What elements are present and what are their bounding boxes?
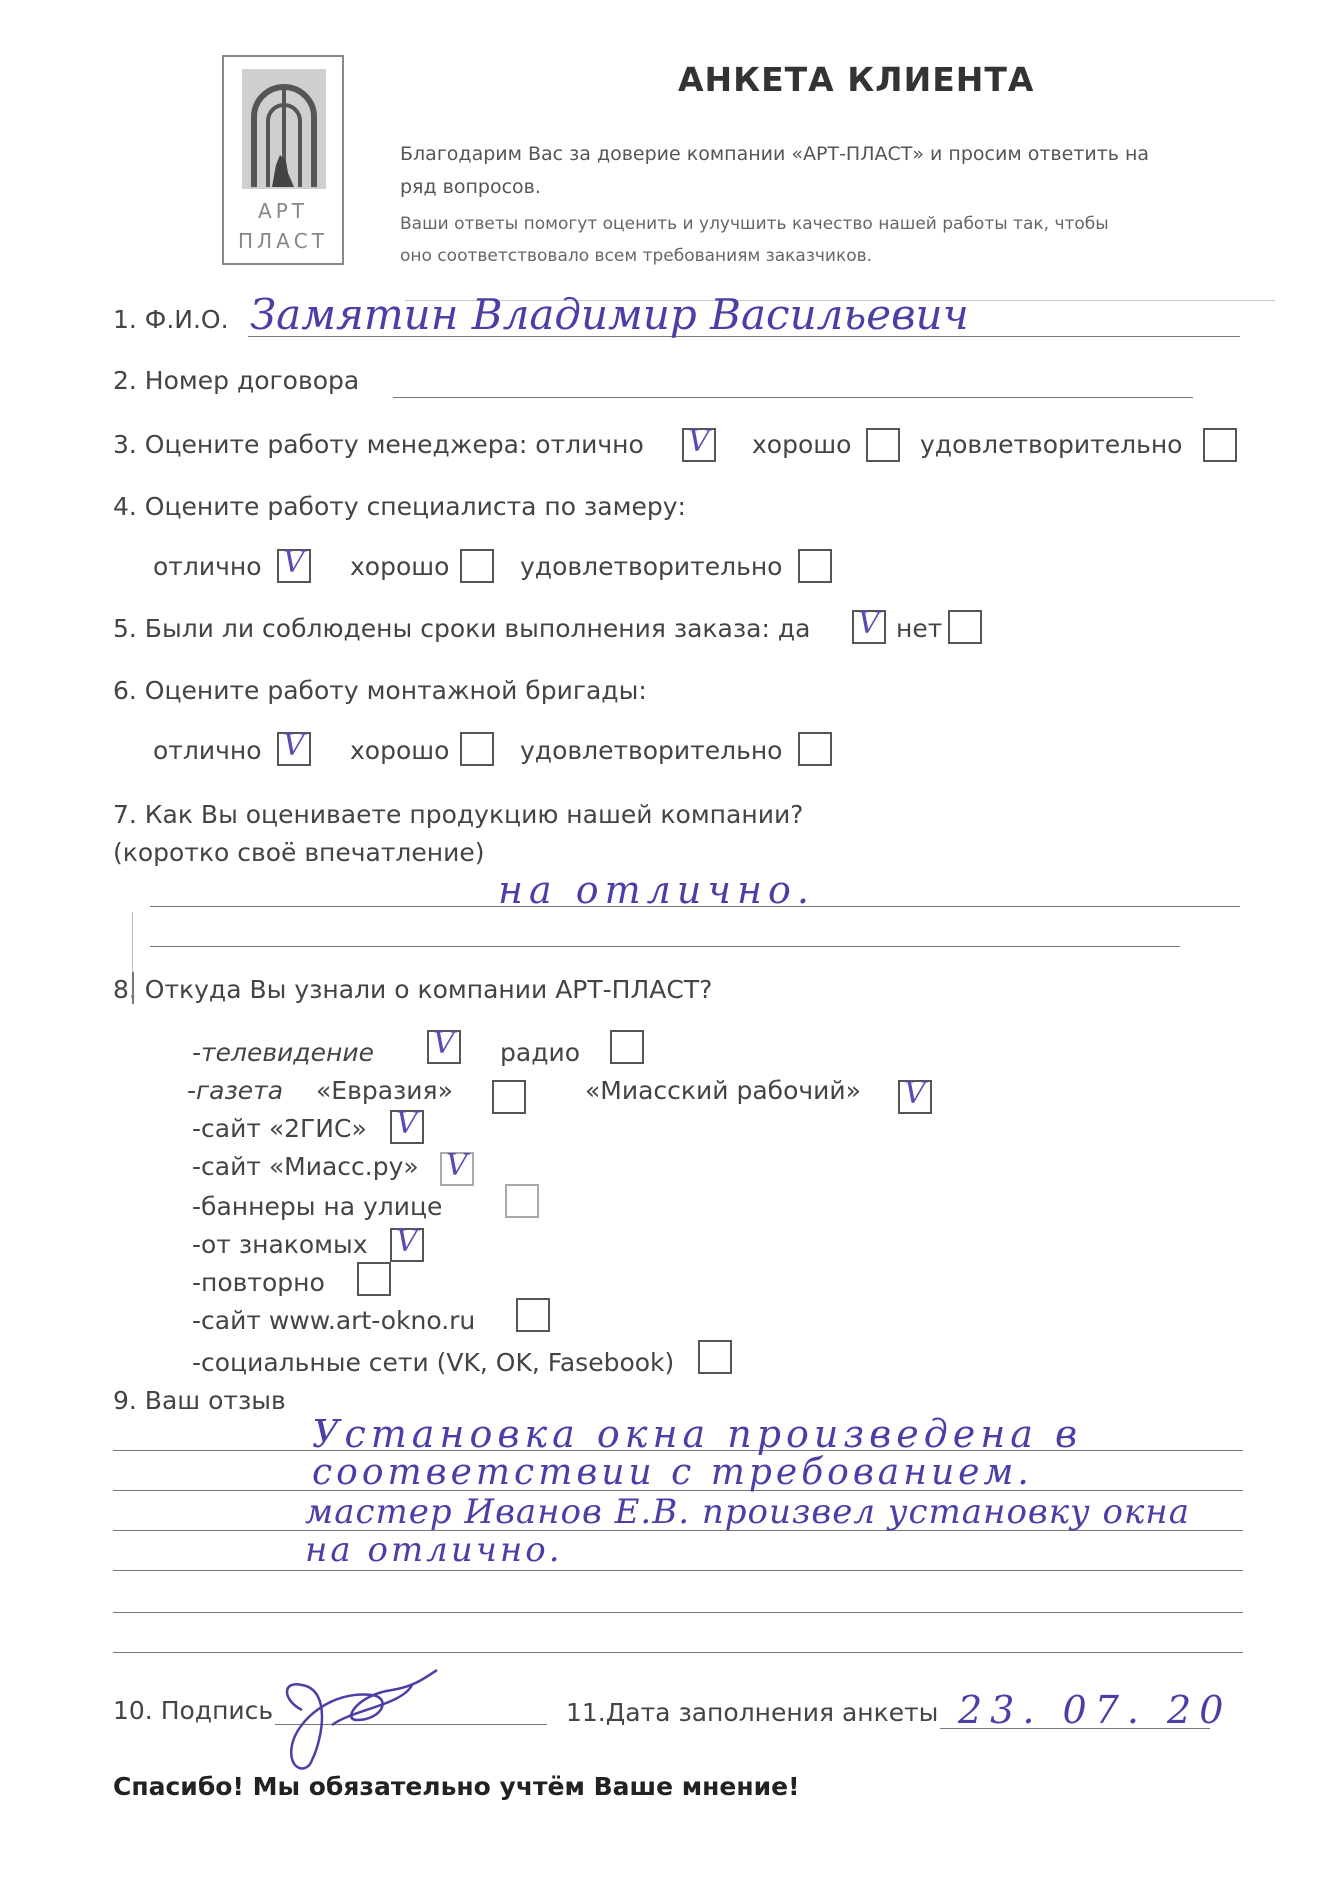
q4-good-label: хорошо [350,552,450,581]
q8-site-artokno-checkbox[interactable] [516,1298,550,1332]
form-title: АНКЕТА КЛИЕНТА [678,60,1035,99]
q11-label: 11.Дата заполнения анкеты [566,1698,939,1727]
q1-label: 1. Ф.И.О. [113,305,229,334]
q8-site-miass-label: -сайт «Миасс.ру» [192,1152,419,1181]
q9-line-4 [113,1570,1243,1571]
checkmark-icon: V [446,1148,468,1183]
q1-fio-answer[interactable]: Замятин Владимир Васильевич [250,290,969,339]
checkmark-icon: V [283,545,305,580]
q2-label: 2. Номер договора [113,366,360,395]
logo-text-plast: ПЛАСТ [238,229,328,253]
q6-satisfactory-checkbox[interactable] [798,732,832,766]
q5-no-checkbox[interactable] [948,610,982,644]
q6-good-checkbox[interactable] [460,732,494,766]
checkmark-icon: V [283,728,305,763]
q2-contract-number-field[interactable] [393,397,1193,398]
q8-social-label: -социальные сети (VK, OK, Fasebook) [192,1348,675,1377]
q9-label: 9. Ваш отзыв [113,1386,286,1415]
intro-line-2: ряд вопросов. [400,176,541,198]
q8-repeat-checkbox[interactable] [357,1262,391,1296]
q6-excellent-checkbox[interactable] [277,728,311,766]
q8-evrazia-label: «Евразия» [316,1076,453,1105]
q9-line-5 [113,1612,1243,1613]
q8-label: 8. Откуда Вы узнали о компании АРТ-ПЛАСТ? [113,975,713,1004]
intro-line-3: Ваши ответы помогут оценить и улучшить качество нашей работы так, чтобы [400,214,1109,234]
intro-line-4: оно соответствовало всем требованиям заказчиков. [400,246,873,266]
q4-satisfactory-label: удовлетворительно [520,552,783,581]
q3-satisfactory-checkbox[interactable] [1203,428,1237,462]
logo-text-art: АРТ [258,199,308,223]
q10-label: 10. Подпись [113,1696,274,1725]
checkmark-icon: V [433,1026,455,1061]
q8-banners-label: -баннеры на улице [192,1192,443,1221]
q11-date-answer[interactable]: 23. 07. 20 [958,1688,1232,1732]
q9-review-line-1[interactable]: Установка окна произведена в [312,1412,1083,1456]
q4-excellent-checkbox[interactable] [277,545,311,583]
q8-social-checkbox[interactable] [698,1340,732,1374]
q4-excellent-label: отлично [153,552,262,581]
q6-good-label: хорошо [350,736,450,765]
q9-review-line-4[interactable]: на отлично. [305,1530,563,1570]
q8-miass-worker-checkbox[interactable] [898,1076,932,1114]
q3-satisfactory-label: удовлетворительно [920,430,1183,459]
q8-radio-label: радио [500,1038,581,1067]
q8-tv-checkbox[interactable] [427,1026,461,1064]
q5-no-label: нет [896,614,943,643]
checkmark-icon: V [396,1224,418,1259]
q6-label: 6. Оцените работу монтажной бригады: [113,676,647,705]
q8-margin-line [132,972,134,1004]
checkmark-icon: V [904,1076,926,1111]
q7-answer-line-2 [150,946,1180,947]
q8-site-2gis-checkbox[interactable] [390,1106,424,1144]
q8-evrazia-checkbox[interactable] [492,1080,526,1114]
q9-review-line-3[interactable]: мастер Иванов Е.В. произвел установку окна [305,1492,1190,1532]
q8-tv-label: -телевидение [192,1038,374,1067]
company-logo [222,55,344,265]
checkmark-icon: V [688,424,710,459]
q8-repeat-label: -повторно [192,1268,325,1297]
q3-excellent-checkbox[interactable] [682,424,716,462]
q8-site-miass-checkbox[interactable] [440,1148,474,1186]
q3-good-label: хорошо [752,430,852,459]
intro-line-1: Благодарим Вас за доверие компании «АРТ-ПЛАСТ» и просим ответить на [400,143,1150,165]
q7-label: 7. Как Вы оцениваете продукцию нашей компании? [113,800,804,829]
q8-friends-label: -от знакомых [192,1230,368,1259]
footer-thanks: Спасибо! Мы обязательно учтём Ваше мнение! [113,1772,800,1801]
q5-label: 5. Были ли соблюдены сроки выполнения заказа: да [113,614,811,643]
q3-label: 3. Оцените работу менеджера: отлично [113,430,644,459]
q3-good-checkbox[interactable] [866,428,900,462]
q8-friends-checkbox[interactable] [390,1224,424,1262]
q7-impression-answer[interactable]: на отлично. [498,868,815,912]
q8-banners-checkbox[interactable] [505,1184,539,1218]
q7-sublabel: (коротко своё впечатление) [113,838,485,867]
q5-yes-checkbox[interactable] [852,606,886,644]
signature-icon[interactable] [262,1650,452,1780]
arch-window-logo-icon [242,69,326,189]
q8-radio-checkbox[interactable] [610,1030,644,1064]
checkmark-icon: V [858,606,880,641]
q9-review-line-2[interactable]: соответствии с требованием. [312,1452,1033,1493]
q4-good-checkbox[interactable] [460,549,494,583]
q6-excellent-label: отлично [153,736,262,765]
q8-site-2gis-label: -сайт «2ГИС» [192,1114,367,1143]
checkmark-icon: V [396,1106,418,1141]
q4-label: 4. Оцените работу специалиста по замеру: [113,492,686,521]
q6-satisfactory-label: удовлетворительно [520,736,783,765]
q8-site-artokno-label: -сайт www.art-okno.ru [192,1306,476,1335]
q4-satisfactory-checkbox[interactable] [798,549,832,583]
q8-newspaper-label: -газета [187,1076,284,1105]
q8-miass-worker-label: «Миасский рабочий» [585,1076,861,1105]
